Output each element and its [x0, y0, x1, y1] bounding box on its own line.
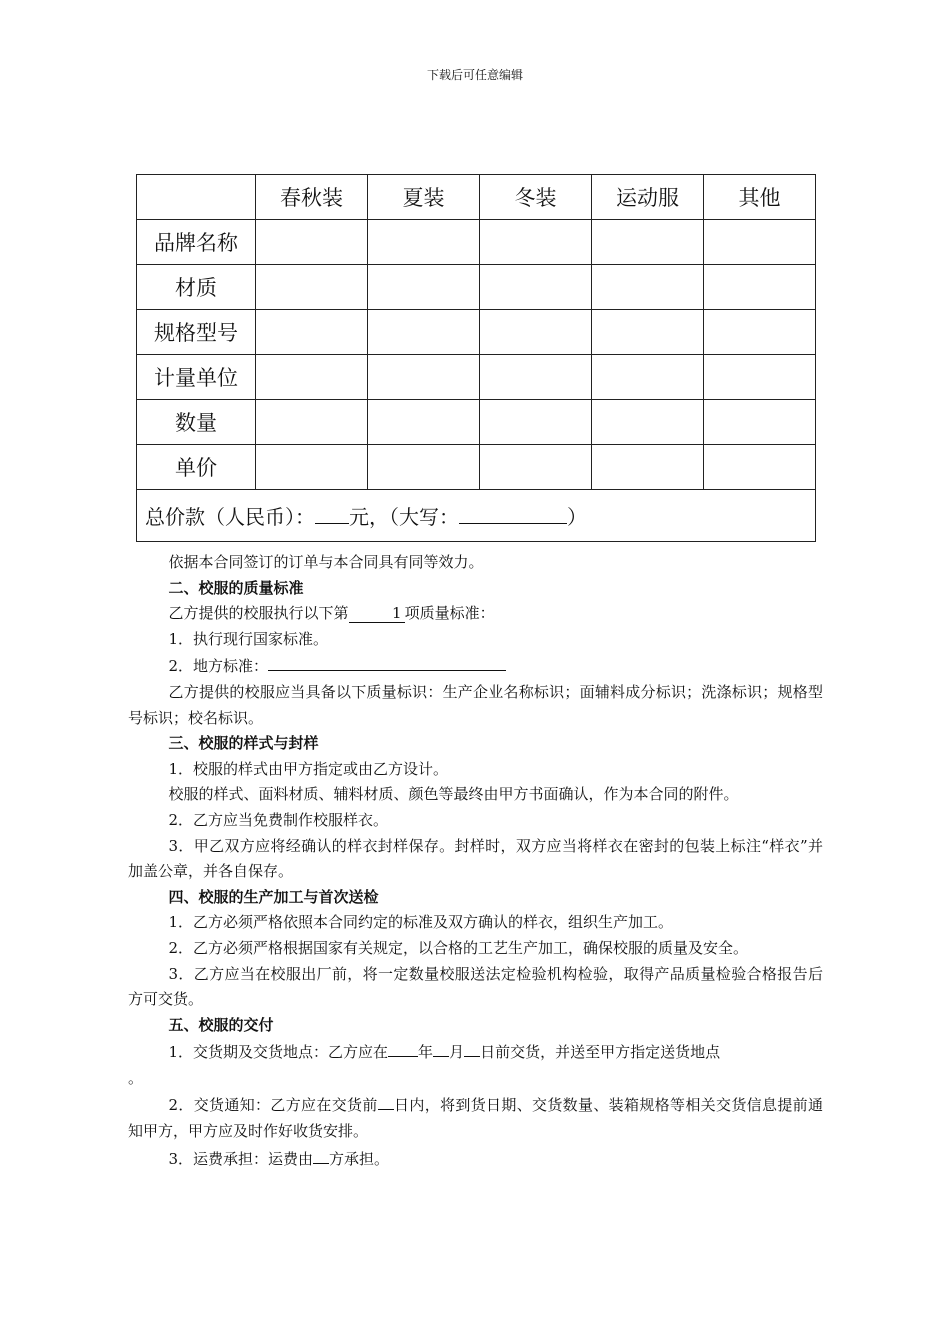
page-header-note: 下载后可任意编辑 [426, 68, 523, 82]
paragraph: 校服的样式、面料材质、辅料材质、颜色等最终由甲方书面确认，作为本合同的附件。 [168, 785, 739, 804]
paragraph: 3．乙方应当在校服出厂前，将一定数量校服送法定检验机构检验，取得产品质量检验合格报告后方可交货。 [128, 964, 823, 1009]
total-amount-blank[interactable] [315, 503, 349, 524]
table-cell[interactable] [256, 220, 368, 265]
column-header: 春秋装 [256, 175, 368, 220]
table-cell[interactable] [704, 310, 816, 355]
column-header: 冬装 [480, 175, 592, 220]
table-cell[interactable] [480, 310, 592, 355]
table-cell[interactable] [480, 400, 592, 445]
table-row [137, 445, 816, 490]
table-cell[interactable] [704, 220, 816, 265]
section-heading: 三、校服的样式与封样 [168, 734, 319, 753]
table-cell[interactable] [480, 355, 592, 400]
total-price-cell [137, 490, 816, 542]
table-row [137, 355, 816, 400]
section-heading: 四、校服的生产加工与首次送检 [168, 887, 379, 906]
paragraph: 乙方提供的校服执行以下第 1 项质量标准： [168, 604, 495, 623]
table-cell[interactable] [256, 310, 368, 355]
paragraph: 1．交货期及交货地点：乙方应在 年 月 日前交货，并送至甲方指定送货地点 [128, 1038, 823, 1066]
table-row [137, 400, 816, 445]
paragraph: 乙方提供的校服应当具备以下质量标识：生产企业名称标识；面辅料成分标识；洗涤标识；规格型号标识；校名标识。 [128, 682, 823, 727]
total-price-row [137, 490, 816, 542]
section-heading: 五、校服的交付 [168, 1015, 274, 1034]
column-header: 其他 [704, 175, 816, 220]
row-header: 计量单位 [137, 355, 256, 400]
paragraph: 2．交货通知：乙方应在交货前 日内，将到货日期、交货数量、装箱规格等相关交货信息提前通知甲方，甲方应及时作好收货安排。 [128, 1091, 823, 1144]
table-cell[interactable] [704, 355, 816, 400]
paragraph: 2．乙方应当免费制作校服样衣。 [168, 810, 389, 829]
delivery-day-blank[interactable] [464, 1038, 480, 1057]
row-header: 材质 [137, 265, 256, 310]
table-cell[interactable] [592, 220, 704, 265]
paragraph: 依据本合同签订的订单与本合同具有同等效力。 [168, 553, 484, 571]
table-cell[interactable] [368, 355, 480, 400]
table-cell[interactable] [592, 310, 704, 355]
row-header: 单价 [137, 445, 256, 490]
table-row [137, 265, 816, 310]
paragraph: 3．运费承担：运费由 方承担。 [128, 1145, 823, 1173]
freight-party-blank[interactable] [313, 1145, 329, 1164]
table-cell[interactable] [256, 400, 368, 445]
table-cell[interactable] [256, 265, 368, 310]
table-corner-cell [137, 175, 256, 220]
table-row [137, 310, 816, 355]
table-cell[interactable] [704, 400, 816, 445]
total-daxie-blank[interactable] [459, 503, 567, 524]
table-cell[interactable] [704, 445, 816, 490]
paragraph: 1．乙方必须严格依照本合同约定的标准及双方确认的样衣，组织生产加工。 [168, 913, 674, 932]
row-header: 品牌名称 [137, 220, 256, 265]
paragraph: 1．执行现行国家标准。 [168, 629, 329, 648]
table-cell[interactable] [592, 355, 704, 400]
delivery-year-blank[interactable] [388, 1038, 418, 1057]
table-cell[interactable] [368, 400, 480, 445]
total-close: ） [567, 505, 587, 529]
paragraph: 3．甲乙双方应将经确认的样衣封样保存。封样时，双方应当将样衣在密封的包装上标注“样衣”并加盖公章，并各自保存。 [128, 836, 823, 881]
paragraph: 。 [128, 1068, 144, 1087]
table-cell[interactable] [256, 445, 368, 490]
local-standard-blank[interactable] [268, 652, 506, 671]
table-cell[interactable] [480, 220, 592, 265]
column-header: 运动服 [592, 175, 704, 220]
row-header: 数量 [137, 400, 256, 445]
total-unit: 元， [349, 505, 389, 529]
paragraph: 1．校服的样式由甲方指定或由乙方设计。 [168, 759, 449, 778]
table-cell[interactable] [704, 265, 816, 310]
total-daxie-label: （大写： [389, 505, 459, 529]
table-cell[interactable] [368, 310, 480, 355]
paragraph: 2．乙方必须严格根据国家有关规定，以合格的工艺生产加工，确保校服的质量及安全。 [168, 938, 749, 957]
standard-choice-field[interactable]: 1 [349, 604, 405, 623]
column-header: 夏装 [368, 175, 480, 220]
table-cell[interactable] [368, 220, 480, 265]
table-cell[interactable] [480, 265, 592, 310]
table-cell[interactable] [592, 265, 704, 310]
notice-days-blank[interactable] [378, 1091, 394, 1110]
delivery-month-blank[interactable] [433, 1038, 449, 1057]
table-cell[interactable] [592, 445, 704, 490]
contract-body [128, 550, 823, 1172]
table-cell[interactable] [480, 445, 592, 490]
uniform-spec-table [136, 174, 816, 542]
table-cell[interactable] [368, 445, 480, 490]
paragraph: 2．地方标准： [128, 652, 823, 680]
section-heading: 二、校服的质量标准 [168, 578, 304, 597]
table-cell[interactable] [368, 265, 480, 310]
table-cell[interactable] [592, 400, 704, 445]
row-header: 规格型号 [137, 310, 256, 355]
table-row [137, 220, 816, 265]
table-header-row [137, 175, 816, 220]
table-cell[interactable] [256, 355, 368, 400]
total-label: 总价款（人民币）： [145, 505, 315, 529]
